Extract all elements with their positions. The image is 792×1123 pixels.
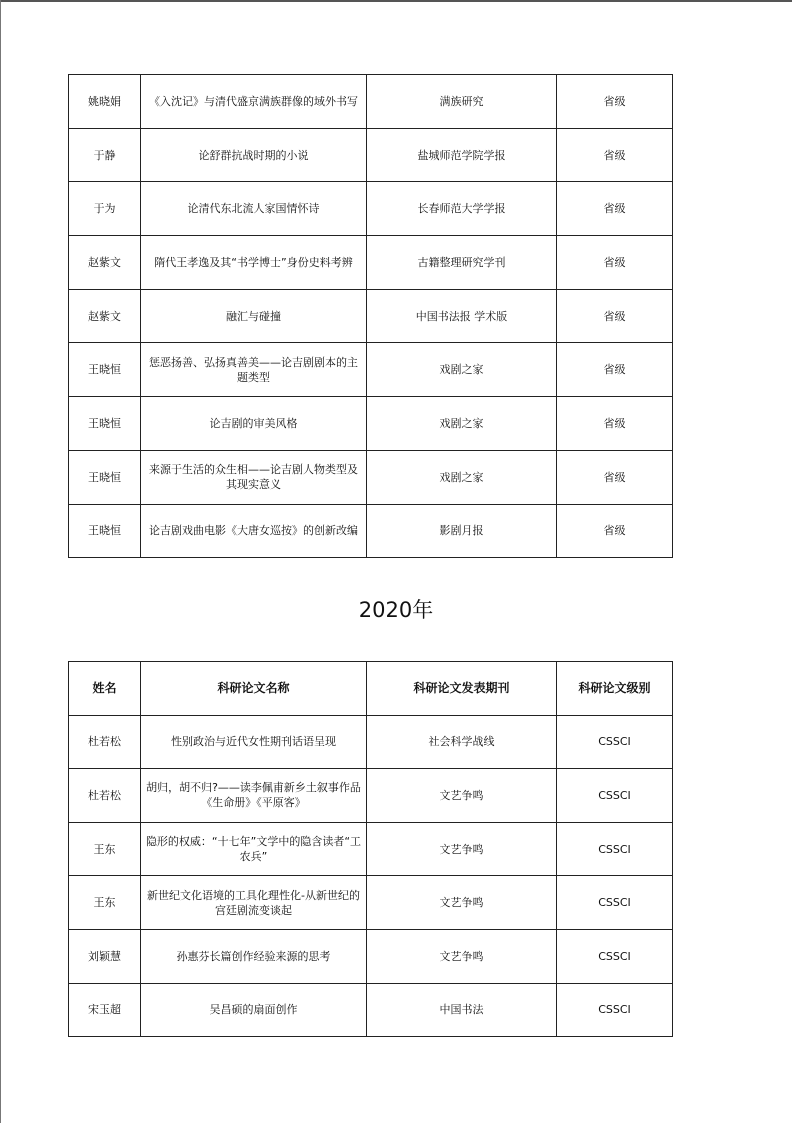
cell-author-name: 赵紫文 — [69, 236, 141, 290]
cell-journal: 文艺争鸣 — [367, 929, 557, 983]
cell-author-name: 于静 — [69, 128, 141, 182]
cell-journal: 戏剧之家 — [367, 450, 557, 504]
table-row — [69, 822, 673, 876]
cell-author-name: 王晓恒 — [69, 504, 141, 558]
cell-author-name: 于为 — [69, 182, 141, 236]
page-left-edge — [0, 0, 1, 1123]
cell-paper-title: 论吉剧戏曲电影《大唐女巡按》的创新改编 — [141, 504, 367, 558]
cell-journal: 满族研究 — [367, 75, 557, 129]
cell-level: 省级 — [557, 343, 673, 397]
table-row — [69, 715, 673, 769]
cell-paper-title: 来源于生活的众生相——论吉剧人物类型及其现实意义 — [141, 450, 367, 504]
table-row — [69, 504, 673, 558]
header-level: 科研论文级别 — [557, 662, 673, 716]
cell-author-name: 姚晓娟 — [69, 75, 141, 129]
cell-paper-title: 胡归，胡不归?——读李佩甫新乡土叙事作品《生命册》《平原客》 — [141, 769, 367, 823]
cell-paper-title: 吴昌硕的扇面创作 — [141, 983, 367, 1037]
cell-level: 省级 — [557, 450, 673, 504]
cell-author-name: 宋玉超 — [69, 983, 141, 1037]
cell-author-name: 杜若松 — [69, 715, 141, 769]
cell-paper-title: 性别政治与近代女性期刊话语呈现 — [141, 715, 367, 769]
cell-paper-title: 融汇与碰撞 — [141, 289, 367, 343]
paper-table-2020-body — [69, 715, 673, 1037]
paper-table-2020 — [68, 661, 673, 1037]
table-row — [69, 397, 673, 451]
table-row — [69, 128, 673, 182]
cell-journal: 中国书法报 学术版 — [367, 289, 557, 343]
cell-level: CSSCI — [557, 983, 673, 1037]
cell-journal: 戏剧之家 — [367, 343, 557, 397]
cell-journal: 长春师范大学学报 — [367, 182, 557, 236]
cell-level: 省级 — [557, 397, 673, 451]
table-row — [69, 289, 673, 343]
cell-level: CSSCI — [557, 876, 673, 930]
table-header-row — [69, 662, 673, 716]
table-row — [69, 182, 673, 236]
cell-journal: 文艺争鸣 — [367, 876, 557, 930]
cell-author-name: 赵紫文 — [69, 289, 141, 343]
paper-table-2019 — [68, 74, 673, 558]
cell-author-name: 王东 — [69, 876, 141, 930]
cell-journal: 戏剧之家 — [367, 397, 557, 451]
table-row — [69, 75, 673, 129]
paper-table-2019-body — [69, 75, 673, 558]
cell-paper-title: 论吉剧的审美风格 — [141, 397, 367, 451]
cell-level: 省级 — [557, 128, 673, 182]
page-top-edge — [0, 0, 792, 2]
cell-paper-title: 论舒群抗战时期的小说 — [141, 128, 367, 182]
header-name: 姓名 — [69, 662, 141, 716]
table-row — [69, 450, 673, 504]
cell-author-name: 杜若松 — [69, 769, 141, 823]
cell-journal: 文艺争鸣 — [367, 822, 557, 876]
cell-paper-title: 论清代东北流人家国情怀诗 — [141, 182, 367, 236]
year-heading: 2020年 — [358, 598, 434, 622]
cell-journal: 社会科学战线 — [367, 715, 557, 769]
cell-author-name: 王东 — [69, 822, 141, 876]
cell-level: CSSCI — [557, 929, 673, 983]
header-title: 科研论文名称 — [141, 662, 367, 716]
cell-author-name: 王晓恒 — [69, 450, 141, 504]
cell-paper-title: 隋代王孝逸及其“书学博士”身份史料考辨 — [141, 236, 367, 290]
cell-paper-title: 《入沈记》与清代盛京满族群像的域外书写 — [141, 75, 367, 129]
cell-author-name: 王晓恒 — [69, 397, 141, 451]
cell-author-name: 王晓恒 — [69, 343, 141, 397]
cell-paper-title: 惩恶扬善、弘扬真善美——论吉剧剧本的主题类型 — [141, 343, 367, 397]
cell-author-name: 刘颖慧 — [69, 929, 141, 983]
cell-level: 省级 — [557, 289, 673, 343]
cell-level: 省级 — [557, 236, 673, 290]
table-row — [69, 769, 673, 823]
cell-paper-title: 孙惠芬长篇创作经验来源的思考 — [141, 929, 367, 983]
table-row — [69, 876, 673, 930]
cell-journal: 中国书法 — [367, 983, 557, 1037]
cell-journal: 盐城师范学院学报 — [367, 128, 557, 182]
cell-journal: 影剧月报 — [367, 504, 557, 558]
table-row — [69, 929, 673, 983]
cell-level: CSSCI — [557, 822, 673, 876]
cell-level: 省级 — [557, 504, 673, 558]
table-row — [69, 236, 673, 290]
header-journal: 科研论文发表期刊 — [367, 662, 557, 716]
cell-level: CSSCI — [557, 715, 673, 769]
cell-paper-title: 新世纪文化语境的工具化理性化-从新世纪的宫廷剧流变谈起 — [141, 876, 367, 930]
cell-level: CSSCI — [557, 769, 673, 823]
cell-journal: 古籍整理研究学刊 — [367, 236, 557, 290]
cell-level: 省级 — [557, 182, 673, 236]
table-row — [69, 343, 673, 397]
cell-paper-title: 隐形的权威：“十七年”文学中的隐含读者“工农兵” — [141, 822, 367, 876]
cell-journal: 文艺争鸣 — [367, 769, 557, 823]
table-row — [69, 983, 673, 1037]
cell-level: 省级 — [557, 75, 673, 129]
